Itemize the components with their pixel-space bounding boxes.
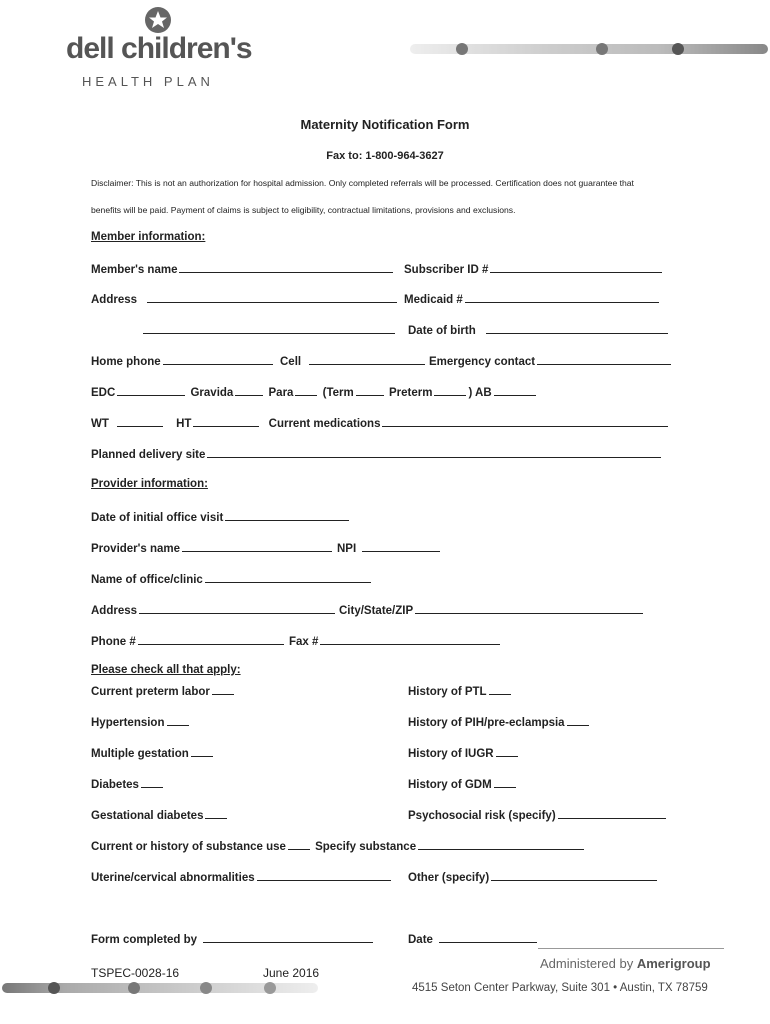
fax-label: Fax # [289, 636, 319, 648]
address-label: Address [91, 294, 138, 306]
footer-address: 4515 Seton Center Parkway, Suite 301 • Austin, TX 78759 [412, 982, 708, 994]
check-hypertension[interactable] [91, 714, 191, 729]
ht-label: HT [176, 418, 192, 430]
disclaimer-line-1: Disclaimer: This is not an authorization for hospital admission. Only completed referrals will be processed. Certification does not guarantee that [91, 178, 634, 188]
administered-by [540, 956, 711, 971]
check-iugr[interactable] [408, 745, 520, 760]
logo [66, 6, 252, 96]
checks-heading: Please check all that apply: [91, 664, 241, 676]
cell-field[interactable] [280, 353, 427, 368]
administered-label: Administered by [540, 956, 634, 971]
check-gdm[interactable] [408, 776, 518, 791]
delivery-site-field[interactable] [91, 446, 663, 461]
office-label: Name of office/clinic [91, 574, 203, 586]
logo-subtext: HEALTH PLAN [82, 74, 214, 89]
home-phone-label: Home phone [91, 356, 161, 368]
vitals-row[interactable] [91, 415, 670, 430]
ptl-label: History of PTL [408, 686, 487, 698]
provider-name-field[interactable] [91, 540, 334, 555]
pregnancy-details-row[interactable] [91, 384, 538, 399]
provider-fax-field[interactable] [289, 633, 502, 648]
check-other[interactable] [408, 869, 659, 884]
provider-address-label: Address [91, 605, 138, 617]
delivery-site-label: Planned delivery site [91, 449, 206, 461]
check-ptl[interactable] [408, 683, 513, 698]
psychosocial-label: Psychosocial risk (specify) [408, 810, 556, 822]
city-label: City/State/ZIP [339, 605, 414, 617]
substance-label: Current or history of substance use [91, 841, 286, 853]
npi-label: NPI [337, 543, 357, 555]
form-title: Maternity Notification Form [300, 117, 470, 132]
cell-label: Cell [280, 356, 302, 368]
check-uterine[interactable] [91, 869, 393, 884]
completed-by-field[interactable] [91, 931, 375, 946]
subscriber-id-label: Subscriber ID # [404, 264, 489, 276]
medications-label: Current medications [268, 418, 381, 430]
dob-label: Date of birth [408, 325, 476, 337]
form-code: TSPEC-0028-16 [91, 966, 180, 980]
date-field[interactable] [408, 931, 539, 946]
subscriber-id-field[interactable] [404, 261, 664, 276]
check-preterm-labor[interactable] [91, 683, 236, 698]
npi-field[interactable] [337, 540, 442, 555]
iugr-label: History of IUGR [408, 748, 494, 760]
amerigroup-logo: Amerigroup [636, 956, 711, 971]
emergency-contact-field[interactable] [429, 353, 673, 368]
gdm-label: History of GDM [408, 779, 492, 791]
provider-name-label: Provider's name [91, 543, 181, 555]
ab-label: ) AB [468, 387, 492, 399]
phone-label: Phone # [91, 636, 136, 648]
provider-address-field[interactable] [91, 602, 337, 617]
check-substance-use[interactable] [91, 838, 586, 853]
multiple-label: Multiple gestation [91, 748, 189, 760]
star-icon [144, 6, 172, 34]
preterm-labor-label: Current preterm labor [91, 686, 210, 698]
initial-visit-label: Date of initial office visit [91, 512, 224, 524]
member-heading: Member information: [91, 231, 206, 243]
form-date: June 2016 [263, 966, 320, 980]
specify-label: Specify substance [315, 841, 417, 853]
term-label: (Term [322, 387, 354, 399]
date-label: Date [408, 934, 433, 946]
footer-divider [538, 948, 724, 949]
check-diabetes[interactable] [91, 776, 165, 791]
member-name-label: Member's name [91, 264, 178, 276]
disclaimer-line-2: benefits will be paid. Payment of claims is subject to eligibility, contractual limitations, provisions and exclusions. [91, 205, 516, 215]
address-line-2[interactable] [141, 322, 397, 337]
medicaid-field[interactable] [404, 291, 661, 306]
completed-by-label: Form completed by [91, 934, 198, 946]
edc-label: EDC [91, 387, 116, 399]
check-pih[interactable] [408, 714, 591, 729]
para-label: Para [268, 387, 294, 399]
fax-number: Fax to: 1-800-964-3627 [326, 150, 444, 162]
home-phone-field[interactable] [91, 353, 275, 368]
other-label: Other (specify) [408, 872, 490, 884]
gravida-label: Gravida [190, 387, 234, 399]
emergency-label: Emergency contact [429, 356, 536, 368]
preterm-label: Preterm [388, 387, 433, 399]
wt-label: WT [91, 418, 109, 430]
provider-heading: Provider information: [91, 478, 208, 490]
check-psychosocial[interactable] [408, 807, 668, 822]
city-state-zip-field[interactable] [339, 602, 645, 617]
office-field[interactable] [91, 571, 373, 586]
pih-label: History of PIH/pre-eclampsia [408, 717, 565, 729]
logo-text: dell children's [66, 32, 252, 65]
initial-visit-field[interactable] [91, 509, 351, 524]
uterine-label: Uterine/cervical abnormalities [91, 872, 255, 884]
member-name-field[interactable] [91, 261, 395, 276]
check-gestational-diabetes[interactable] [91, 807, 229, 822]
provider-phone-field[interactable] [91, 633, 286, 648]
diabetes-label: Diabetes [91, 779, 139, 791]
check-multiple-gestation[interactable] [91, 745, 215, 760]
member-address-field[interactable] [91, 291, 399, 306]
medicaid-label: Medicaid # [404, 294, 463, 306]
gestational-label: Gestational diabetes [91, 810, 204, 822]
hypertension-label: Hypertension [91, 717, 165, 729]
dob-field[interactable] [408, 322, 670, 337]
